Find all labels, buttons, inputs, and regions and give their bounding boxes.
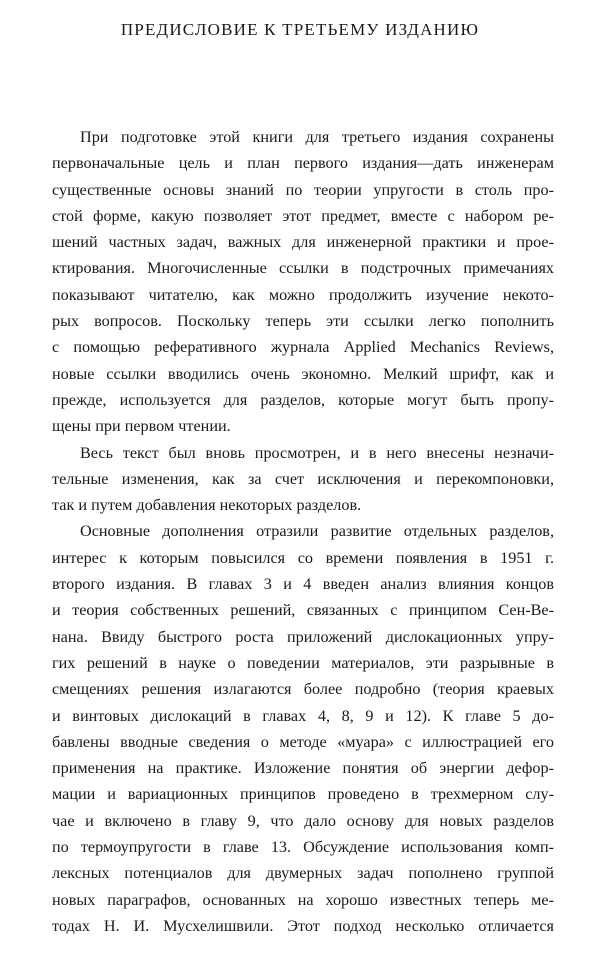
text-line: гих решений в науке о поведении материалов, эти разрывные в [52, 653, 554, 672]
text-line: существенные основы знаний по теории упругости в столь про- [52, 180, 554, 199]
text-line: второго издания. В главах 3 и 4 введен анализ влияния концов [52, 575, 554, 594]
paragraph-3 [52, 518, 554, 939]
text-line: ктирования. Многочисленные ссылки в подстрочных примечаниях [52, 259, 554, 278]
text-line: мации и вариационных принципов проведено в трехмерном слу- [52, 785, 554, 804]
text-line: с помощью реферативного журнала Applied Mechanics Reviews, [52, 338, 554, 357]
text-line: стой форме, какую позволяет этот предмет, вместе с набором ре- [52, 206, 554, 225]
text-line: показывают читателю, как можно продолжить изучение некото- [52, 285, 554, 304]
text-line: смещениях решения излагаются более подробно (теория краевых [52, 680, 554, 699]
text-line: рых вопросов. Поскольку теперь эти ссылки легко пополнить [52, 312, 554, 331]
text-line: тодах Н. И. Мусхелишвили. Этот подход несколько отличается [52, 916, 554, 935]
text-line: тельные изменения, как за счет исключения и перекомпоновки, [52, 469, 554, 488]
text-line: так и путем добавления некоторых разделов. [52, 496, 362, 515]
text-line: шений частных задач, важных для инженерной практики и прое- [52, 233, 554, 252]
text-line: лексных потенциалов для двумерных задач пополнено группой [52, 864, 554, 883]
text-line: применения на практике. Изложение понятия об энергии дефор- [52, 759, 554, 778]
text-line: и винтовых дислокаций в главах 4, 8, 9 и 12). К главе 5 до- [52, 706, 554, 725]
text-line: первоначальные цель и план первого издания—дать инженерам [52, 154, 554, 173]
text-line: щены при первом чтении. [52, 417, 231, 436]
text-line: нана. Ввиду быстрого роста приложений дислокационных упру- [52, 627, 554, 646]
paragraph-2 [52, 440, 554, 519]
text-line: по термоупругости в главе 13. Обсуждение использования комп- [52, 838, 554, 857]
text-line: бавлены вводные сведения о методе «муара» с иллюстрацией его [52, 732, 554, 751]
text-line: и теория собственных решений, связанных с принципом Сен-Ве- [52, 601, 554, 620]
text-line: интерес к которым повысился со времени появления в 1951 г. [52, 548, 554, 567]
preface-text [52, 124, 554, 939]
text-line: новых параграфов, основанных на хорошо известных теперь ме- [52, 890, 554, 909]
text-line: При подготовке этой книги для третьего издания сохранены [80, 128, 554, 146]
text-line: прежде, используется для разделов, которые могут быть пропу- [52, 390, 554, 409]
paragraph-1 [52, 124, 554, 440]
text-line: Весь текст был вновь просмотрен, и в него внесены незначи- [80, 443, 554, 462]
text-line: чае и включено в главу 9, что дало основу для новых разделов [52, 811, 554, 830]
page-title: ПРЕДИСЛОВИЕ К ТРЕТЬЕМУ ИЗДАНИЮ [120, 20, 480, 39]
text-line: Основные дополнения отразили развитие отдельных разделов, [80, 522, 554, 541]
text-line: новые ссылки вводились очень экономно. Мелкий шрифт, как и [52, 364, 554, 383]
